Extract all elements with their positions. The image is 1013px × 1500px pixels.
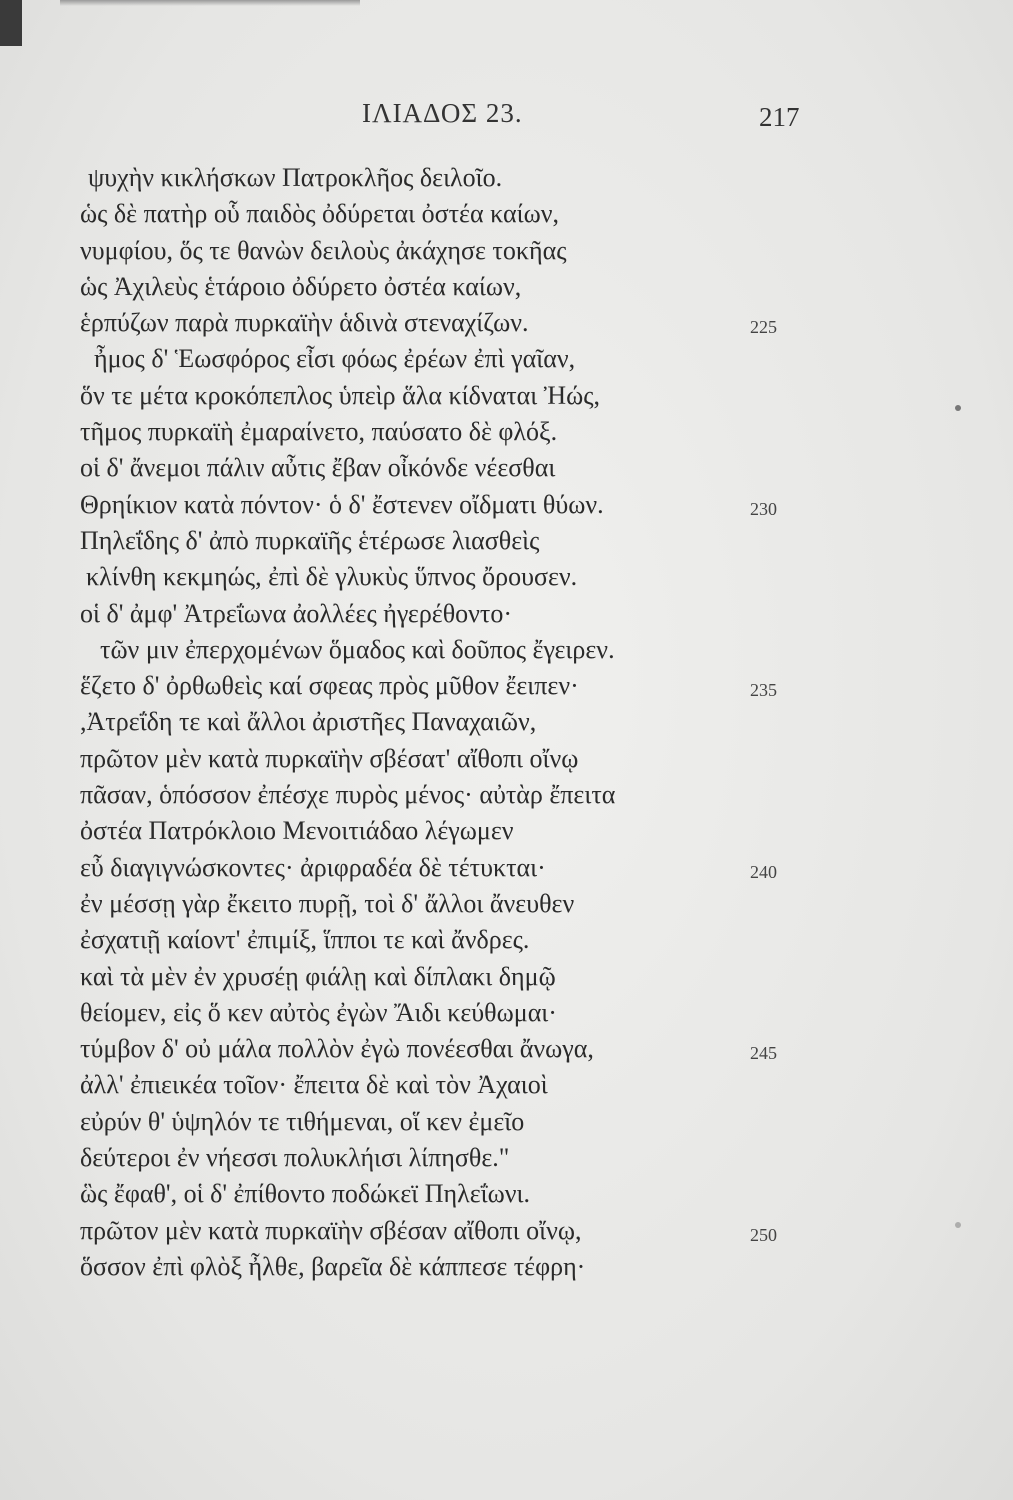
verse-text: Πηλεΐδης δ' ἀπὸ πυρκαϊῆς ἑτέρωσε λιασθεὶς xyxy=(80,525,540,555)
verse-text: δεύτεροι ἐν νήεσσι πολυκλήισι λίπησθε." xyxy=(80,1143,510,1173)
verse-line xyxy=(80,1213,777,1249)
verse-text: ἕζετο δ' ὀρθωθεὶς καί σφεας πρὸς μῦθον ἔειπεν· xyxy=(80,671,579,701)
verse-line xyxy=(80,160,720,196)
verse-text: ἑρπύζων παρὰ πυρκαϊὴν ἁδινὰ στεναχίζων. xyxy=(80,308,529,338)
verse-line xyxy=(80,1176,720,1212)
verse-line xyxy=(80,1067,720,1103)
line-number: 235 xyxy=(750,680,777,701)
verse-text: τύμβον δ' οὐ μάλα πολλὸν ἐγὼ πονέεσθαι ἄνωγα, xyxy=(80,1034,594,1064)
verse-line xyxy=(80,196,720,232)
verse-text: τῆμος πυρκαϊὴ ἐμαραίνετο, παύσατο δὲ φλόξ. xyxy=(80,417,558,447)
verse-line xyxy=(80,414,720,450)
verse-line xyxy=(80,959,720,995)
verse-line xyxy=(80,1104,720,1140)
scan-corner-mark xyxy=(0,0,22,46)
verse-text: ὅν τε μέτα κροκόπεπλος ὑπεὶρ ἅλα κίδναται Ἠώς, xyxy=(80,380,601,410)
verse-line xyxy=(80,813,720,849)
verse-line xyxy=(80,559,720,595)
paper-speck xyxy=(955,1222,961,1228)
verse-line xyxy=(80,995,720,1031)
verse-line xyxy=(80,668,777,704)
verse-text: ἀλλ' ἐπιεικέα τοῖον· ἔπειτα δὲ καὶ τὸν Ἀχαιοὶ xyxy=(80,1070,548,1100)
verse-text: ἦμος δ' Ἑωσφόρος εἶσι φόως ἐρέων ἐπὶ γαῖαν, xyxy=(94,344,576,374)
running-title: ΙΛΙΑΔΟΣ 23. xyxy=(362,98,523,128)
verse-text: πᾶσαν, ὁπόσσον ἐπέσχε πυρὸς μένος· αὐτὰρ ἔπειτα xyxy=(80,780,616,810)
line-number: 245 xyxy=(750,1043,777,1064)
verse-text: καὶ τὰ μὲν ἐν χρυσέῃ φιάλῃ καὶ δίπλακι δημῷ xyxy=(80,961,556,991)
verse-line xyxy=(80,777,720,813)
page-header xyxy=(0,98,1013,138)
verse-line xyxy=(80,341,720,377)
verse-line xyxy=(80,269,720,305)
verse-line xyxy=(80,741,720,777)
paper-speck xyxy=(955,405,961,411)
verse-text: ὅσσον ἐπὶ φλὸξ ἦλθε, βαρεῖα δὲ κάππεσε τέφρη· xyxy=(80,1251,586,1281)
verse-text: ὡς Ἀχιλεὺς ἑτάροιο ὀδύρετο ὀστέα καίων, xyxy=(80,271,522,301)
verse-text: ὀστέα Πατρόκλοιο Μενοιτιάδαο λέγωμεν xyxy=(80,816,514,846)
line-number: 240 xyxy=(750,861,777,882)
verse-line xyxy=(80,886,720,922)
verse-text: οἱ δ' ἄνεμοι πάλιν αὖτις ἔβαν οἶκόνδε νέεσθαι xyxy=(80,453,556,483)
verse-text: ἐσχατιῇ καίοντ' ἐπιμίξ, ἵπποι τε καὶ ἄνδρες. xyxy=(80,925,530,955)
verse-line xyxy=(80,450,720,486)
line-number: 230 xyxy=(750,498,777,519)
verse-text: κλίνθη κεκμηώς, ἐπὶ δὲ γλυκὺς ὕπνος ὄρουσεν. xyxy=(86,562,578,592)
verse-text: τῶν μιν ἐπερχομένων ὅμαδος καὶ δοῦπος ἔγειρεν. xyxy=(100,634,615,664)
verse-line xyxy=(80,922,720,958)
verse-line xyxy=(80,850,777,886)
verse-text: πρῶτον μὲν κατὰ πυρκαϊὴν σβέσαν αἴθοπι οἴνῳ, xyxy=(80,1215,582,1245)
line-number: 225 xyxy=(750,317,777,338)
verse-text: ,Ἀτρεΐδη τε καὶ ἄλλοι ἀριστῆες Παναχαιῶν, xyxy=(80,707,537,737)
scan-top-edge xyxy=(60,0,360,6)
line-number: 250 xyxy=(750,1224,777,1245)
verse-line xyxy=(80,378,720,414)
verse-text: εὖ διαγιγνώσκοντες· ἀριφραδέα δὲ τέτυκται· xyxy=(80,852,546,882)
verse-text: Θρηίκιον κατὰ πόντον· ὁ δ' ἔστενεν οἴδματι θύων. xyxy=(80,489,604,519)
verse-block xyxy=(80,160,777,1285)
verse-text: ὡς δὲ πατὴρ οὗ παιδὸς ὀδύρεται ὀστέα καίων, xyxy=(80,199,559,229)
verse-text: εὐρύν θ' ὑψηλόν τε τιθήμεναι, οἵ κεν ἐμεῖο xyxy=(80,1106,525,1136)
verse-text: οἱ δ' ἀμφ' Ἀτρεΐωνα ἀολλέες ἠγερέθοντο· xyxy=(80,598,513,628)
verse-line xyxy=(80,487,777,523)
page-number: 217 xyxy=(759,102,800,132)
verse-text: ὣς ἔφαθ', οἱ δ' ἐπίθοντο ποδώκεϊ Πηλεΐωνι. xyxy=(80,1179,530,1209)
verse-text: νυμφίου, ὅς τε θανὼν δειλοὺς ἀκάχησε τοκῆας xyxy=(80,235,567,265)
verse-line xyxy=(80,704,720,740)
verse-line xyxy=(80,1249,720,1285)
verse-line xyxy=(80,233,720,269)
verse-line xyxy=(80,632,720,668)
verse-line xyxy=(80,1031,777,1067)
verse-line xyxy=(80,305,777,341)
verse-line xyxy=(80,523,720,559)
verse-line xyxy=(80,596,720,632)
verse-text: θείομεν, εἰς ὅ κεν αὐτὸς ἐγὼν Ἄιδι κεύθωμαι· xyxy=(80,997,557,1027)
verse-text: πρῶτον μὲν κατὰ πυρκαϊὴν σβέσατ' αἴθοπι οἴνῳ xyxy=(80,743,579,773)
verse-line xyxy=(80,1140,720,1176)
verse-text: ἐν μέσσῃ γὰρ ἔκειτο πυρῇ, τοὶ δ' ἄλλοι ἄνευθεν xyxy=(80,888,575,918)
verse-text: ψυχὴν κικλήσκων Πατροκλῆος δειλοῖο. xyxy=(88,163,503,192)
